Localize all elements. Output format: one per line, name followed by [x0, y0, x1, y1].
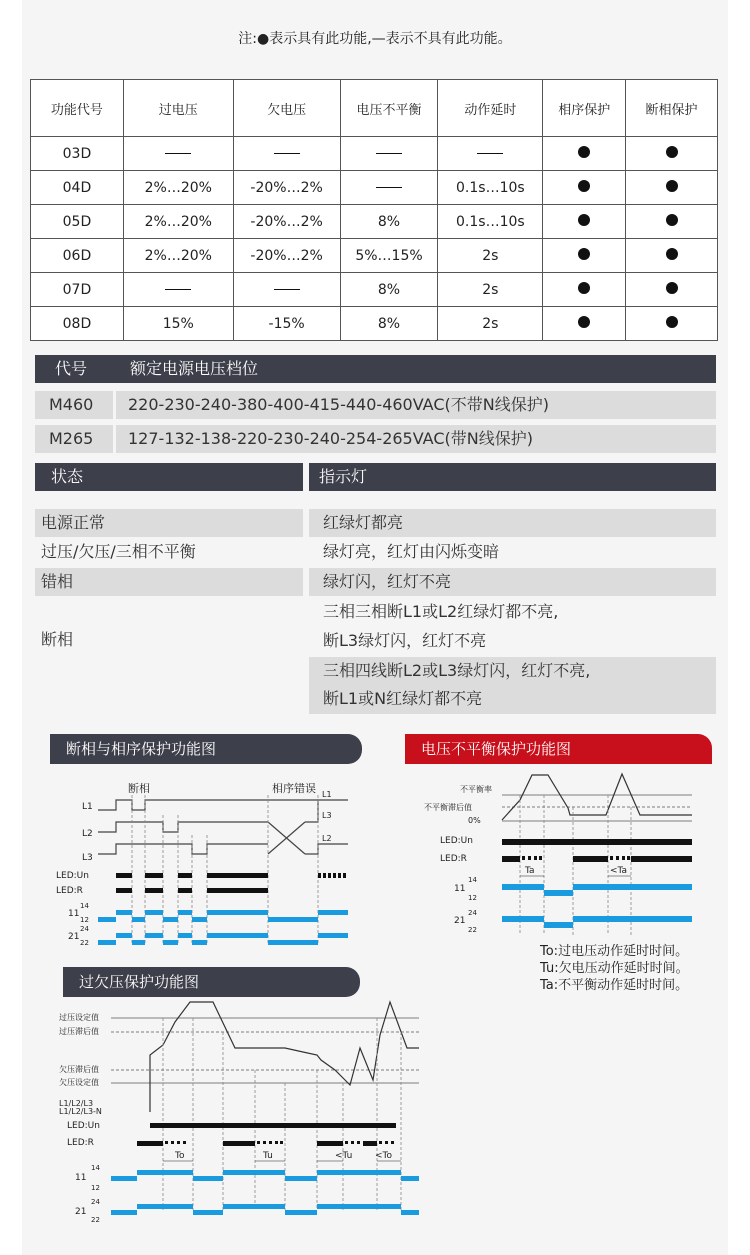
function-value-cell: 0.1s…10s: [438, 205, 543, 239]
feature-dot-icon: [578, 180, 590, 192]
row-label: LED:Un: [67, 1121, 100, 1131]
row-label: 不平衡滞后值: [424, 803, 472, 812]
phase-led: [116, 873, 346, 893]
row-label: 24: [91, 1198, 100, 1206]
feature-dot-icon: [666, 214, 678, 226]
voltage-desc: 127-132-138-220-230-240-254-265VAC(带N线保护): [116, 425, 716, 453]
function-code-cell: 06D: [31, 239, 124, 273]
status-led: 绿灯亮，红灯由闪烁变暗: [323, 542, 500, 561]
voltage-row: [35, 391, 716, 419]
function-value-cell: -20%…2%: [233, 239, 340, 273]
to-label: To: [175, 1151, 185, 1161]
function-value-cell: [438, 137, 543, 171]
function-value-cell: [543, 307, 626, 341]
unbalance-levels: [502, 795, 692, 821]
row-label: 11: [68, 909, 80, 919]
row-label: 21: [75, 1207, 87, 1217]
right-label: L3: [322, 811, 332, 820]
overunder-wave: [150, 1002, 419, 1112]
function-value-cell: [233, 137, 340, 171]
row-label: 14: [80, 902, 89, 910]
function-code-cell: 04D: [31, 171, 124, 205]
feature-dot-icon: [666, 316, 678, 328]
label-break: 断相: [128, 782, 150, 795]
function-code-cell: 08D: [31, 307, 124, 341]
feature-dash-icon: [165, 153, 191, 154]
function-value-cell: 2s: [438, 239, 543, 273]
function-value-cell: [626, 239, 718, 273]
legend-to: To:过电压动作延时时间。: [540, 944, 689, 959]
voltage-header-desc: 额定电源电压档位: [130, 359, 259, 378]
row-label: 22: [80, 939, 89, 947]
function-table-row: [31, 171, 718, 205]
overunder-levels: [111, 1018, 419, 1083]
diagram-title-overunder: 过欠压保护功能图: [63, 967, 360, 997]
label-seq: 相序错误: [272, 782, 316, 795]
phase-waveforms: [98, 800, 348, 854]
status-state: 错相: [35, 568, 303, 596]
right-label: L2: [322, 834, 332, 843]
row-label: 21: [454, 916, 466, 926]
feature-dash-icon: [376, 153, 402, 154]
row-label: L2: [82, 829, 93, 839]
row-label: LED:Un: [56, 871, 89, 881]
function-value-cell: [543, 205, 626, 239]
row-label: 过压设定值: [59, 1013, 99, 1022]
feature-dot-icon: [578, 316, 590, 328]
feature-dash-icon: [274, 153, 300, 154]
header-cell: 欠电压: [233, 80, 340, 137]
function-value-cell: [543, 273, 626, 307]
function-value-cell: -15%: [233, 307, 340, 341]
feature-dot-icon: [578, 248, 590, 260]
row-label: 24: [468, 909, 477, 917]
row-label: L1/L2/L3-N: [59, 1107, 102, 1116]
function-value-cell: [626, 307, 718, 341]
row-label: 24: [80, 925, 89, 933]
function-value-cell: 8%: [340, 205, 438, 239]
feature-dash-icon: [165, 289, 191, 290]
header-cell: 过电压: [123, 80, 233, 137]
row-label: 0%: [468, 816, 481, 825]
diagram-title-unbalance: 电压不平衡保护功能图: [405, 734, 712, 764]
voltage-header-code: 代号: [55, 359, 88, 378]
feature-dot-icon: [666, 248, 678, 260]
row-label: L1: [82, 802, 93, 812]
function-value-cell: 8%: [340, 273, 438, 307]
function-value-cell: 15%: [123, 307, 233, 341]
legend-note: 注:●表示具有此功能,—表示不具有此功能。: [238, 31, 512, 47]
status-state: 电源正常: [35, 509, 303, 537]
feature-dot-icon: [666, 180, 678, 192]
status-state: 断相: [41, 630, 74, 649]
status-led: 三相四线断L2或L3绿灯闪，红灯不亮,: [309, 657, 716, 685]
feature-dash-icon: [274, 289, 300, 290]
row-label: 12: [468, 894, 477, 902]
function-value-cell: [123, 273, 233, 307]
row-label: LED:R: [67, 1138, 94, 1148]
row-label: LED:R: [56, 886, 83, 896]
feature-dot-icon: [578, 214, 590, 226]
diagram-title-phase: 断相与相序保护功能图: [50, 734, 362, 764]
function-value-cell: 2s: [438, 273, 543, 307]
row-label: 11: [454, 884, 466, 894]
function-value-cell: [543, 171, 626, 205]
row-label: 22: [91, 1216, 100, 1224]
function-code-cell: 05D: [31, 205, 124, 239]
function-table-row: [31, 137, 718, 171]
row-label: 21: [68, 932, 80, 942]
header-cell: 断相保护: [626, 80, 718, 137]
overunder-relay: [111, 1170, 419, 1215]
function-value-cell: [626, 205, 718, 239]
header-cell: 动作延时: [438, 80, 543, 137]
row-label: 12: [91, 1184, 100, 1192]
row-label: 14: [91, 1164, 100, 1172]
status-header-state-label: 状态: [51, 467, 84, 486]
right-label: L1: [322, 790, 332, 799]
function-value-cell: [543, 137, 626, 171]
function-value-cell: -20%…2%: [233, 205, 340, 239]
function-table-row: [31, 239, 718, 273]
function-value-cell: [123, 137, 233, 171]
function-code-cell: 07D: [31, 273, 124, 307]
ta2-label: <Ta: [610, 866, 628, 876]
overunder-diagram: [55, 1000, 425, 1225]
phase-relay: [98, 910, 348, 945]
header-cell: 相序保护: [543, 80, 626, 137]
row-label: L1/L2/L3: [59, 1099, 94, 1108]
function-value-cell: -20%…2%: [233, 171, 340, 205]
status-led: 断L3绿灯闪，红灯不亮: [323, 631, 487, 650]
function-code-cell: 03D: [31, 137, 124, 171]
row-label: 欠压设定值: [59, 1078, 99, 1087]
function-value-cell: 2%…20%: [123, 205, 233, 239]
unbalance-relay: [502, 884, 692, 928]
function-value-cell: 2%…20%: [123, 239, 233, 273]
function-value-cell: 5%…15%: [340, 239, 438, 273]
status-led: 绿灯闪，红灯不亮: [309, 568, 716, 596]
voltage-row: [35, 425, 716, 453]
function-table-row: [31, 307, 718, 341]
status-led: 断L1或N红绿灯都不亮: [309, 685, 716, 714]
function-table-header: [31, 80, 718, 137]
overunder-dashes: [163, 1018, 401, 1210]
voltage-code: M265: [35, 425, 113, 453]
function-value-cell: [626, 171, 718, 205]
row-label: 过压滞后值: [59, 1027, 99, 1036]
status-state: 过压/欠压/三相不平衡: [41, 542, 196, 561]
legend-tu: Tu:欠电压动作延时时间。: [540, 961, 689, 976]
row-label: 12: [80, 916, 89, 924]
voltage-code: M460: [35, 391, 113, 419]
row-label: 不平衡率: [460, 785, 492, 794]
status-led: 三相三相断L1或L2红绿灯都不亮,: [323, 602, 559, 621]
function-value-cell: [340, 171, 438, 205]
function-value-cell: 2%…20%: [123, 171, 233, 205]
phase-dashes: [132, 795, 318, 945]
status-led: 红绿灯都亮: [309, 509, 716, 537]
row-label: 22: [468, 926, 477, 934]
unbalance-led: [502, 839, 692, 862]
feature-dot-icon: [578, 146, 590, 158]
status-header-state: [35, 463, 303, 491]
row-label: LED:Un: [440, 836, 473, 846]
function-value-cell: 2s: [438, 307, 543, 341]
function-table: [30, 79, 718, 341]
status-header-led-label: 指示灯: [319, 467, 368, 486]
feature-dash-icon: [477, 153, 503, 154]
legend-ta: Ta:不平衡动作延时时间。: [540, 978, 689, 993]
unbalance-dashes: [520, 795, 631, 935]
row-label: 14: [468, 876, 477, 884]
function-value-cell: [543, 239, 626, 273]
header-cell: 电压不平衡: [340, 80, 438, 137]
function-value-cell: [626, 137, 718, 171]
function-value-cell: [626, 273, 718, 307]
unbalance-diagram: [420, 770, 710, 940]
row-label: LED:R: [440, 854, 467, 864]
function-table-row: [31, 205, 718, 239]
row-label: L3: [82, 853, 93, 863]
status-header-led: [309, 463, 716, 491]
tu-label: Tu: [263, 1151, 273, 1161]
row-label: 欠压滞后值: [59, 1065, 99, 1074]
voltage-desc: 220-230-240-380-400-415-440-460VAC(不带N线保护): [116, 391, 716, 419]
phase-diagram: [50, 770, 370, 950]
tu2-label: <Tu: [335, 1151, 353, 1161]
function-value-cell: 0.1s…10s: [438, 171, 543, 205]
overunder-led: [137, 1123, 396, 1146]
function-value-cell: [233, 273, 340, 307]
ta-label: Ta: [525, 866, 535, 876]
feature-dash-icon: [376, 187, 402, 188]
feature-dot-icon: [666, 282, 678, 294]
time-legend: [540, 943, 689, 994]
row-label: 11: [75, 1173, 87, 1183]
function-value-cell: 8%: [340, 307, 438, 341]
voltage-table-header: [35, 355, 716, 383]
function-value-cell: [340, 137, 438, 171]
feature-dot-icon: [666, 146, 678, 158]
unbalance-wave: [502, 774, 692, 820]
feature-dot-icon: [578, 282, 590, 294]
to2-label: <To: [375, 1151, 393, 1161]
header-cell: 功能代号: [31, 80, 124, 137]
function-table-row: [31, 273, 718, 307]
